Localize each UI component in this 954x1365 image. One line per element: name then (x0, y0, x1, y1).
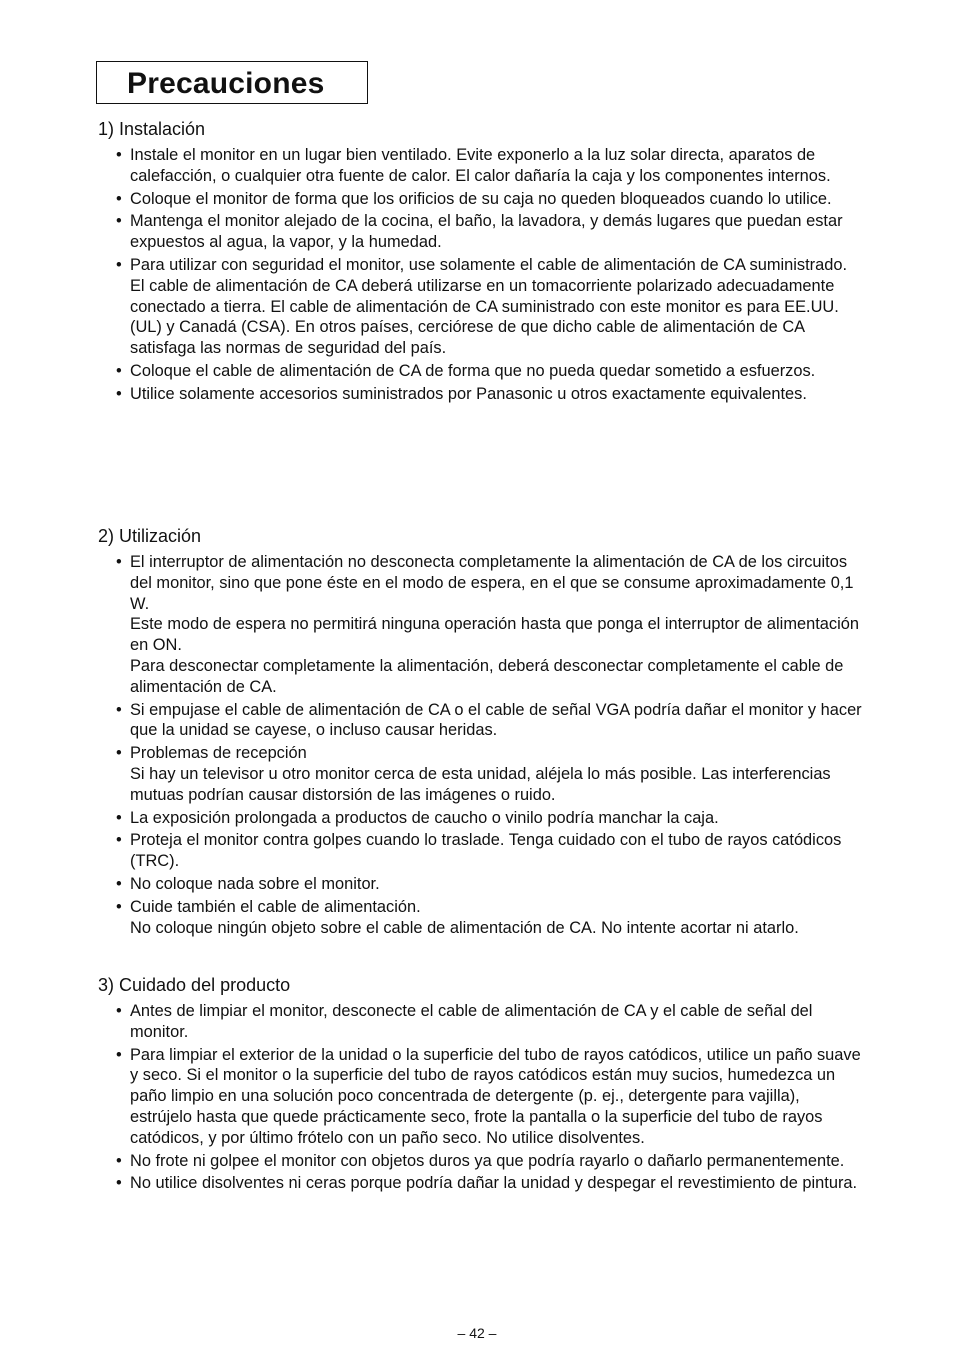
bullet-icon: • (116, 1174, 122, 1193)
bullet-icon: • (116, 1002, 122, 1020)
list-item (0, 552, 865, 698)
section-heading: 1) Instalación (98, 119, 206, 139)
bullet-icon: • (116, 1151, 122, 1170)
item-text: Utilice solamente accesorios suministrados por Panasonic u otros exactamente equivalentes. (130, 384, 807, 403)
title-box (96, 61, 368, 104)
item-text: Coloque el monitor de forma que los orificios de su caja no queden bloqueados cuando lo utilice. (130, 189, 832, 208)
list-item (0, 384, 865, 405)
bullet-icon: • (116, 897, 122, 916)
bullet-icon: • (116, 808, 122, 827)
bullet-icon: • (116, 212, 122, 231)
bullet-icon: • (116, 744, 122, 763)
item-text: Problemas de recepción (130, 744, 307, 763)
item-text: No coloque ningún objeto sobre el cable de alimentación de CA. No intente acortar ni atarlo. (130, 918, 799, 937)
bullet-icon: • (116, 553, 122, 571)
list-item (0, 1045, 865, 1149)
item-text: Mantenga el monitor alejado de la cocina, el baño, la lavadora, y demás lugares que puedan estar expuestos al agua, la vapor, y la humedad. (130, 212, 843, 252)
list-item (0, 830, 865, 872)
section-list (0, 552, 865, 940)
list-item (0, 897, 865, 939)
item-text: Para desconectar completamente la alimentación, deberá desconectar completamente el cable de alimentación de CA. (130, 656, 844, 696)
item-text: Para limpiar el exterior de la unidad o la superficie del tubo de rayos catódicos, utilice un paño suave y seco. Si el monitor o la superficie del tubo de rayos catódicos están muy sucios, humedezca un paño limpio en una solución poco concentrada de detergente (p. ej., detergente para vajilla), estrújelo hasta que quede prácticamente seco, frote la pantalla o la superficie del tubo de rayos catódicos, y por último frótelo con un paño seco. No utilice disolventes. (130, 1045, 861, 1147)
item-text: La exposición prolongada a productos de caucho o vinilo podría manchar la caja. (130, 808, 719, 827)
list-item (0, 700, 865, 742)
list-item (0, 1001, 865, 1043)
list-item (0, 255, 865, 359)
item-text: Proteja el monitor contra golpes cuando lo traslade. Tenga cuidado con el tubo de rayos catódicos (TRC). (130, 831, 842, 871)
section-heading: 2) Utilización (98, 526, 202, 546)
list-item (0, 743, 865, 805)
section-list (0, 1001, 865, 1196)
item-text: Cuide también el cable de alimentación. (130, 897, 421, 916)
page-number: – 42 – (457, 1325, 497, 1341)
bullet-icon: • (116, 384, 122, 403)
item-text: Si hay un televisor u otro monitor cerca de esta unidad, aléjela lo más posible. Las interferencias mutuas podrían causar distorsión de las imágenes o ruido. (130, 764, 831, 804)
item-text: Coloque el cable de alimentación de CA de forma que no pueda quedar sometido a esfuerzos. (130, 361, 816, 380)
bullet-icon: • (116, 146, 122, 164)
list-item (0, 145, 865, 187)
bullet-icon: • (116, 361, 122, 380)
section-list (0, 145, 865, 407)
list-item (0, 189, 865, 210)
page-title: Precauciones (127, 67, 325, 100)
list-item (0, 1151, 865, 1172)
bullet-icon: • (116, 255, 122, 274)
item-text: Instale el monitor en un lugar bien ventilado. Evite exponerlo a la luz solar directa, aparatos de calefacción, o cualquier otra fuente de calor. El calor dañaría la caja y los componentes internos. (130, 146, 831, 185)
item-text: No frote ni golpee el monitor con objetos duros ya que podría rayarlo o dañarlo permanentemente. (130, 1151, 845, 1170)
item-text: Antes de limpiar el monitor, desconecte el cable de alimentación de CA y el cable de señal del monitor. (130, 1002, 813, 1041)
bullet-icon: • (116, 700, 122, 719)
list-item (0, 808, 865, 829)
item-text: Si empujase el cable de alimentación de CA o el cable de señal VGA podría dañar el monitor y hacer que la unidad se cayese, o incluso causar heridas. (130, 700, 862, 740)
list-item (0, 1173, 865, 1194)
item-text: No utilice disolventes ni ceras porque podría dañar la unidad y despegar el revestimiento de pintura. (130, 1174, 858, 1193)
item-text: Este modo de espera no permitirá ninguna operación hasta que ponga el interruptor de alimentación en ON. (130, 615, 859, 655)
bullet-icon: • (116, 874, 122, 893)
item-text: No coloque nada sobre el monitor. (130, 874, 380, 893)
list-item (0, 361, 865, 382)
section-heading: 3) Cuidado del producto (98, 975, 291, 995)
bullet-icon: • (116, 189, 122, 208)
list-item (0, 211, 865, 253)
bullet-icon: • (116, 1045, 122, 1064)
bullet-icon: • (116, 831, 122, 850)
list-item (0, 874, 865, 895)
item-text: El interruptor de alimentación no desconecta completamente la alimentación de CA de los circuitos del monitor, sino que pone éste en el modo de espera, en el que se consume aproximadamente 0,1 W. (130, 553, 854, 613)
item-text: Para utilizar con seguridad el monitor, use solamente el cable de alimentación de CA suministrado. El cable de alimentación de CA deberá utilizarse en un tomacorriente polarizado adecuadamente conectado a tierra. El cable de alimentación de CA suministrado con este monitor es para EE.UU. (UL) y Canadá (CSA). En otros países, cerciórese de que dicho cable de alimentación de CA satisfaga las normas de seguridad del país. (130, 255, 848, 358)
